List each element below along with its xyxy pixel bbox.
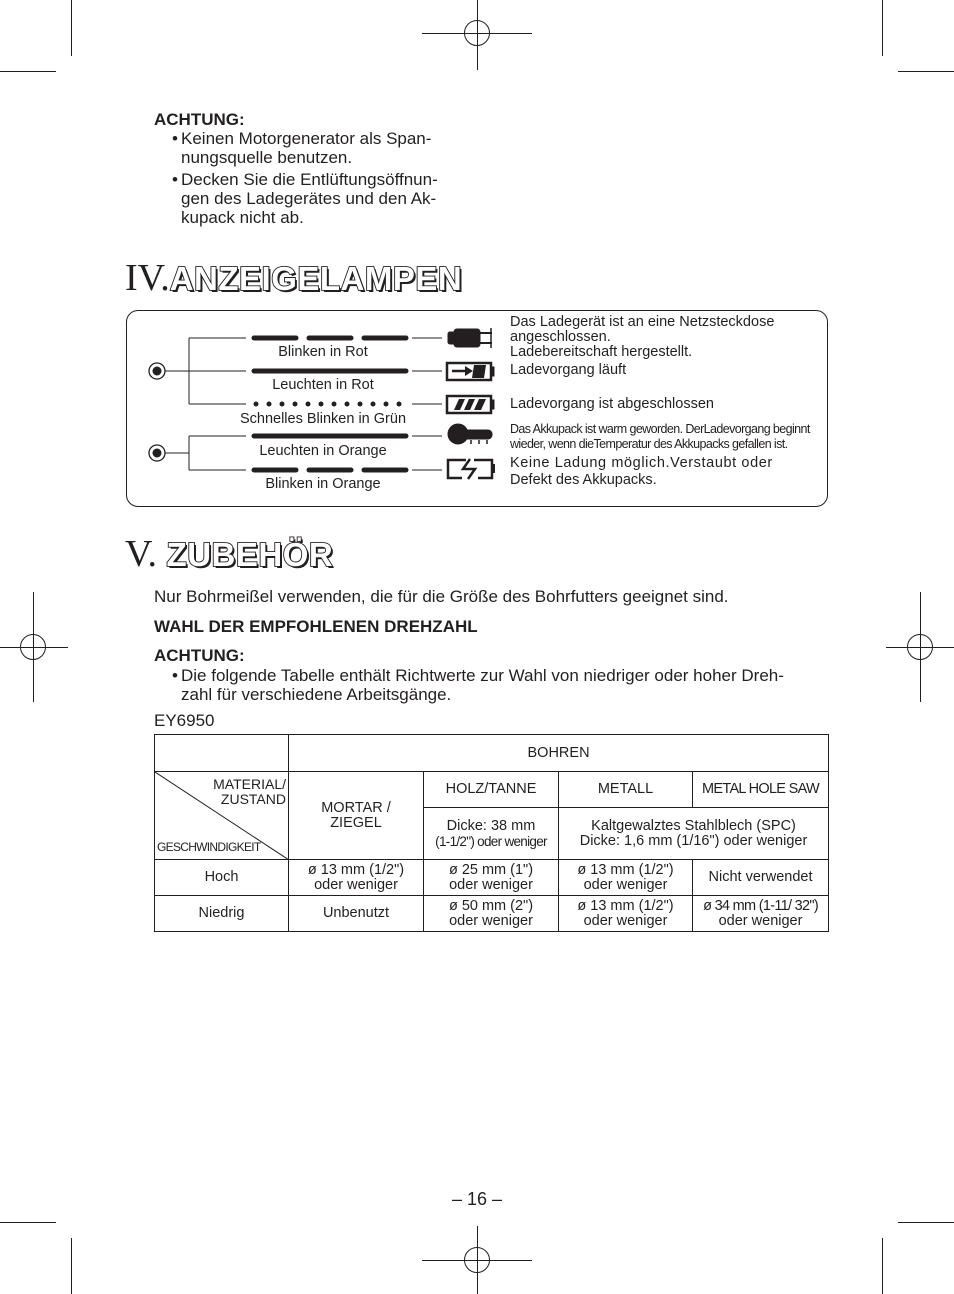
corner-speed-label: GESCHWINDIGKEIT [157,840,261,854]
warning-bullet-2 [181,170,461,227]
text-line: ø 13 mm (1/2") [307,861,405,878]
table-cell-holz-thickness [424,808,559,860]
table-cell [693,860,829,896]
text-line: oder weniger [314,876,398,893]
section-title: ANZEIGELAMPEN [169,260,463,297]
table-cell [424,860,559,896]
text-line: Unbenutzt [322,905,390,921]
text-line: (1-1/2") oder weniger [435,833,547,849]
table-row-label: Niedrig [155,896,289,932]
text-line: MATERIAL/ [213,776,286,792]
desc-connected-line1: Das Ladegerät ist an eine Netzsteckdose [510,314,775,330]
table-cell [693,896,829,932]
lamp-label-blink-orange: Blinken in Orange [265,476,381,492]
table-header-drilling: BOHREN [289,735,829,772]
full-battery-icon [447,396,494,413]
bullet-dot: • [172,129,178,148]
text-line: oder weniger [718,912,803,929]
table-cell [424,896,559,932]
corner-material-label [213,777,286,807]
text-line: Kaltgewalztes Stahlblech (SPC) [591,817,796,834]
text-line: oder weniger [583,912,668,929]
desc-warm-line1: Das Akkupack ist warm geworden. DerLadevorgang beginnt [510,422,810,436]
lamp-label-steady-red: Leuchten in Rot [272,377,374,393]
text-line: ø 13 mm (1/2") [577,861,674,878]
table-row [155,896,829,932]
warning-title: ACHTUNG: [154,110,245,129]
lamp-label-fast-green: Schnelles Blinken in Grün [239,411,407,427]
text-line: oder weniger [449,876,533,893]
table-row [155,735,829,772]
section-numeral: IV. [125,257,170,299]
text-line: ø 50 mm (2") [448,897,534,914]
table-row-label: Hoch [155,860,289,896]
text-line: Keinen Motorgenerator als Span- [181,129,432,148]
text-line: ø 13 mm (1/2") [577,897,674,914]
lamp-label-steady-orange: Leuchten in Orange [259,443,387,459]
text-line: Decken Sie die Entlüftungsöffnun- [181,170,438,189]
text-line: MORTAR / [321,799,391,816]
table-cell-mortar [289,772,424,860]
table-row [155,860,829,896]
plug-icon [448,328,492,348]
desc-connected-line2: angeschlossen. [510,329,611,345]
table-cell [559,860,693,896]
lamp-label-blink-red: Blinken in Rot [278,344,368,360]
desc-no-charge-line1: Keine Ladung möglich.Verstaubt oder [510,455,773,471]
table-cell-empty [155,735,289,772]
section-heading-4 [125,258,462,299]
table-col-header: METALL [559,772,693,808]
section-title: ZUBEHÖR [166,536,334,573]
section-numeral: V. [125,533,158,575]
table-cell [289,896,424,932]
intro-text: Nur Bohrmeißel verwenden, die für die Größe des Bohrfutters geeignet sind. [154,587,729,606]
bullet-dot: • [172,666,178,685]
warning-title: ACHTUNG: [154,646,245,665]
desc-warm-line2: wieder, wenn dieTemperatur des Akkupacks gefallen ist. [510,437,788,451]
text-line: Nicht verwendet [708,869,813,885]
text-line: ø 25 mm (1") [448,861,534,878]
text-line: oder weniger [583,876,668,893]
text-line: kupack nicht ab. [181,208,304,227]
warning-bullet-1 [181,129,461,167]
desc-ready: Ladebereitschaft hergestellt. [510,344,693,360]
lamp-circle-red [149,363,165,379]
text-line: Die folgende Tabelle enthält Richtwerte zur Wahl von niedriger oder hoher Dreh- [181,666,784,685]
desc-complete: Ladevorgang ist abgeschlossen [510,396,714,412]
text-line: ø 34 mm (1-11/ 32") [703,897,818,914]
table-row [155,772,829,808]
subheading: WAHL DER EMPFOHLENEN DREHZAHL [154,617,478,636]
section-heading-5 [125,534,333,575]
charging-battery-icon [447,363,494,380]
table-corner-cell [155,772,289,860]
table-cell-metal-thickness [559,808,829,860]
desc-no-charge-line2: Defekt des Akkupacks. [510,472,657,488]
model-label: EY6950 [154,711,215,730]
text-line: zahl für verschiedene Arbeitsgänge. [181,685,452,704]
warning-bullet [181,666,828,704]
thermometer-icon [448,424,492,444]
table-col-header: METAL HOLE SAW [693,772,829,808]
text-line: ZIEGEL [330,814,382,831]
pattern-fast-blink-green [254,402,402,407]
text-line: gen des Ladegerätes und den Ak- [181,189,437,208]
page-number: – 16 – [451,1189,503,1209]
text-line: ZUSTAND [220,791,286,807]
text-line: Dicke: 38 mm [446,817,536,834]
defect-battery-icon [448,459,495,479]
speed-table [154,734,829,932]
table-col-header: HOLZ/TANNE [424,772,559,808]
table-cell [559,896,693,932]
text-line: nungsquelle benutzen. [181,148,353,167]
desc-charging: Ladevorgang läuft [510,362,627,378]
text-line: oder weniger [449,912,533,929]
lamp-circle-orange [149,445,165,461]
text-line: Dicke: 1,6 mm (1/16") oder weniger [579,832,808,849]
table-cell [289,860,424,896]
bullet-dot: • [172,170,178,189]
